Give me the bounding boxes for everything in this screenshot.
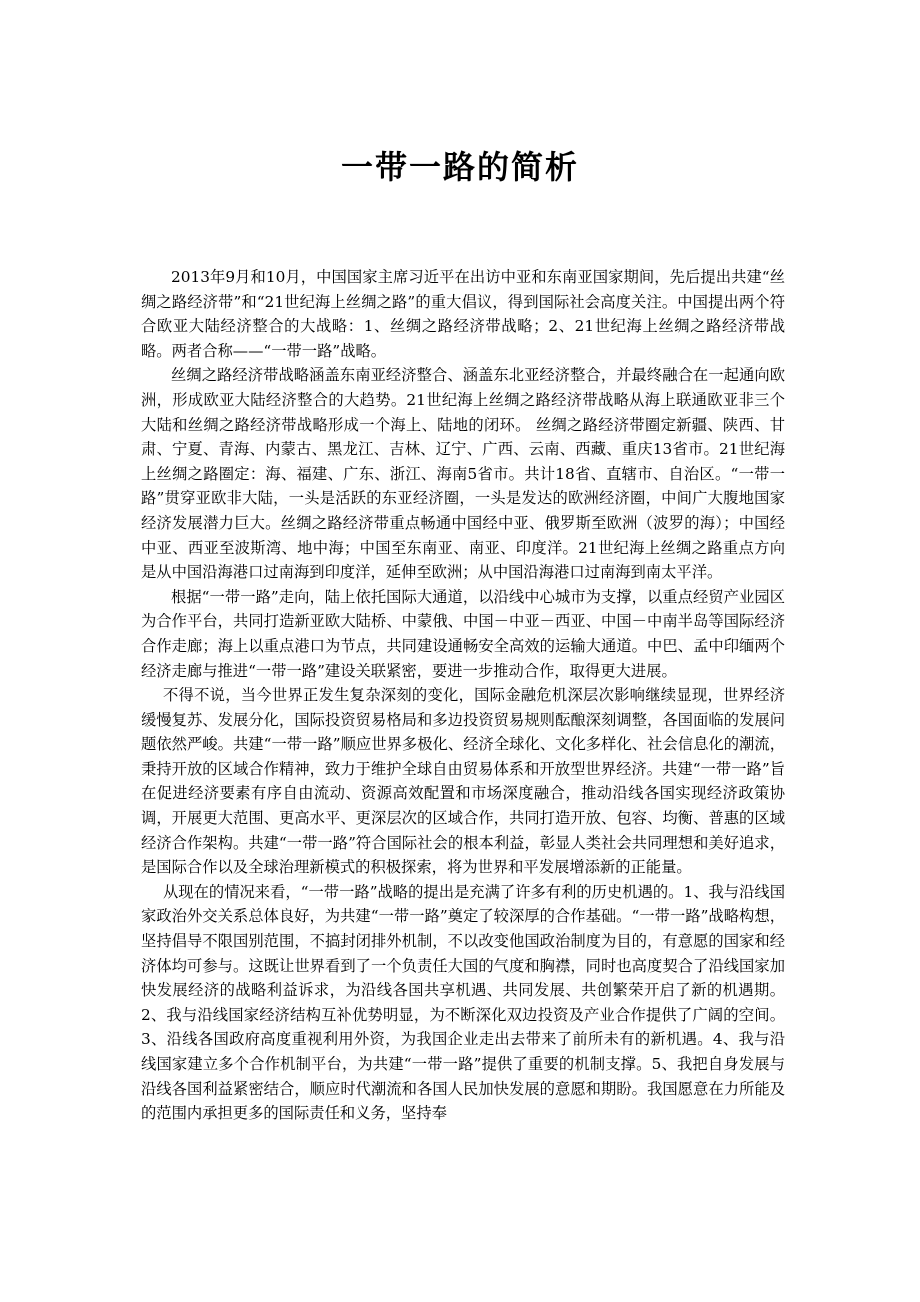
paragraph-world-situation: 不得不说，当今世界正发生复杂深刻的变化，国际金融危机深层次影响继续显现，世界经济缓慢复苏、发展分化，国际投资贸易格局和多边投资贸易规则酝酿深刻调整，各国面临的发展问题依然严峻。共建“一带一路”顺应世界多极化、经济全球化、文化多样化、社会信息化的潮流，秉持开放的区域合作精神，致力于维护全球自由贸易体系和开放型世界经济。共建“一带一路”旨在促进经济要素有序自由流动、资源高效配置和市场深度融合，推动沿线各国实现经济政策协调，开展更大范围、更高水平、更深层次的区域合作，共同打造开放、包容、均衡、普惠的区域经济合作架构。共建“一带一路”符合国际社会的根本利益，彰显人类社会共同理想和美好追求，是国际合作以及全球治理新模式的积极探索，将为世界和平发展增添新的正能量。 [141, 686, 785, 877]
paragraph-background: 2013年9月和10月，中国国家主席习近平在出访中亚和东南亚国家期间，先后提出共建“丝绸之路经济带”和“21世纪海上丝绸之路”的重大倡议，得到国际社会高度关注。中国提出两个符合欧亚大陆经济整合的大战略：1、丝绸之路经济带战略；2、21世纪海上丝绸之路经济带战略。两者合称——“一带一路”战略。 [141, 268, 785, 360]
paragraph-corridors: 根据“一带一路”走向，陆上依托国际大通道，以沿线中心城市为支撑，以重点经贸产业园区为合作平台，共同打造新亚欧大陆桥、中蒙俄、中国－中亚－西亚、中国－中南半岛等国际经济合作走廊；海上以重点港口为节点，共同建设通畅安全高效的运输大通道。中巴、孟中印缅两个经济走廊与推进“一带一路”建设关联紧密，要进一步推动合作，取得更大进展。 [141, 587, 785, 680]
document-body [141, 265, 785, 1126]
paragraph-opportunities: 从现在的情况来看，“一带一路”战略的提出是充满了许多有利的历史机遇的。1、我与沿线国家政治外交关系总体良好，为共建“一带一路”奠定了较深厚的合作基础。“一带一路”战略构想，坚持倡导不限国别范围，不搞封闭排外机制，不以改变他国政治制度为目的，有意愿的国家和经济体均可参与。这既让世界看到了一个负责任大国的气度和胸襟，同时也高度契合了沿线国家加快发展经济的战略利益诉求，为沿线各国共享机遇、共同发展、共创繁荣开启了新的机遇期。2、我与沿线国家经济结构互补优势明显，为不断深化双边投资及产业合作提供了广阔的空间。3、沿线各国政府高度重视利用外资，为我国企业走出去带来了前所未有的新机遇。4、我与沿线国家建立多个合作机制平台，为共建“一带一路”提供了重要的机制支撑。5、我把自身发展与沿线各国利益紧密结合，顺应时代潮流和各国人民加快发展的意愿和期盼。我国愿意在力所能及的范围内承担更多的国际责任和义务，坚持奉 [141, 882, 785, 1123]
document-title: 一带一路的简析 [340, 148, 579, 186]
paragraph-economic-belt-scope: 丝绸之路经济带战略涵盖东南亚经济整合、涵盖东北亚经济整合，并最终融合在一起通向欧洲，形成欧亚大陆经济整合的大趋势。21世纪海上丝绸之路经济带战略从海上联通欧亚非三个大陆和丝绸之路经济带战略形成一个海上、陆地的闭环。 丝绸之路经济带圈定新疆、陕西、甘肃、宁夏、青海、内蒙古、黑龙江、吉林、辽宁、广西、云南、西藏、重庆13省市。21世纪海上丝绸之路圈定：海、福建、广东、浙江、海南5省市。共计18省、直辖市、自治区。“一带一路”贯穿亚欧非大陆，一头是活跃的东亚经济圈，一头是发达的欧洲经济圈，中间广大腹地国家经济发展潜力巨大。丝绸之路经济带重点畅通中国经中亚、俄罗斯至欧洲（波罗的海）；中国经中亚、西亚至波斯湾、地中海；中国至东南亚、南亚、印度洋。21世纪海上丝绸之路重点方向是从中国沿海港口过南海到印度洋，延伸至欧洲；从中国沿海港口过南海到南太平洋。 [141, 366, 785, 582]
